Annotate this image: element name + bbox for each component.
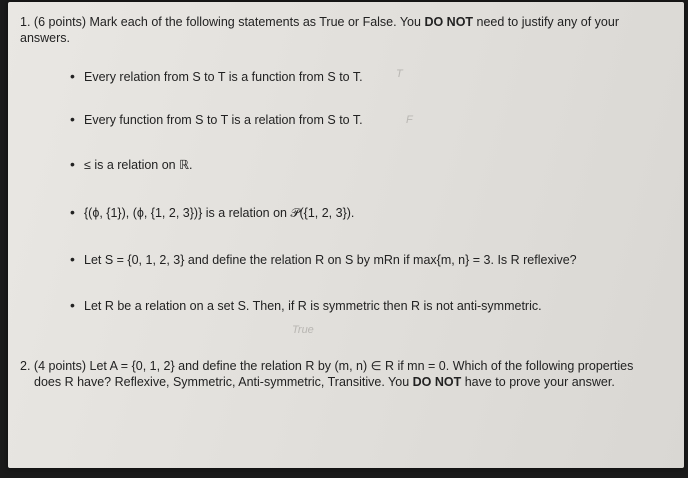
- question-2-heading: [20, 358, 672, 390]
- worksheet-page: [8, 2, 684, 468]
- statement-5: [70, 251, 577, 267]
- statement-4-text: {(ϕ, {1}), (ϕ, {1, 2, 3})} is a relation on 𝒫({1, 2, 3}).: [84, 206, 355, 220]
- statement-6: [70, 297, 542, 313]
- statement-5-text: Let S = {0, 1, 2, 3} and define the relation R on S by mRn if max{m, n} = 3. Is R reflexive?: [84, 253, 577, 267]
- question-2-line-2-end: have to prove your answer.: [464, 375, 615, 389]
- statement-1-text: Every relation from S to T is a function from S to T.: [84, 70, 363, 84]
- statement-6-text: Let R be a relation on a set S. Then, if R is symmetric then R is not anti-symmetric.: [84, 299, 542, 313]
- faint-mark-2: F: [406, 114, 413, 126]
- bullet-icon: •: [70, 204, 75, 220]
- question-2-line-1: Let A = {0, 1, 2} and define the relation R by (m, n) ∈ R if mn = 0. Which of the following properties: [89, 359, 634, 373]
- faint-mark-3: True: [292, 324, 314, 336]
- question-2-emphasis: DO NOT: [412, 375, 462, 389]
- question-1-prompt: Mark each of the following statements as True or False. You: [89, 15, 421, 29]
- statement-2: [70, 111, 363, 127]
- statement-4: [70, 204, 354, 221]
- bullet-icon: •: [70, 251, 75, 267]
- question-1-points: (6 points): [33, 15, 87, 29]
- faint-mark-1: T: [396, 68, 403, 80]
- bullet-icon: •: [70, 156, 75, 172]
- question-2-points: (4 points): [33, 359, 87, 373]
- question-1-emphasis: DO NOT: [424, 15, 474, 29]
- question-1-heading: [20, 14, 672, 46]
- statement-3: [70, 156, 192, 172]
- statement-3-text: ≤ is a relation on ℝ.: [84, 158, 193, 172]
- question-2-number: 2.: [20, 359, 31, 373]
- question-1-number: 1.: [20, 15, 31, 29]
- bullet-icon: •: [70, 111, 75, 127]
- bullet-icon: •: [70, 297, 75, 313]
- question-2-line-2: does R have? Reflexive, Symmetric, Anti-symmetric, Transitive. You: [34, 375, 410, 389]
- statement-2-text: Every function from S to T is a relation from S to T.: [84, 113, 363, 127]
- bullet-icon: •: [70, 68, 75, 84]
- question-1-prompt-end: need to justify any of your answers.: [20, 15, 619, 45]
- statement-1: [70, 68, 363, 84]
